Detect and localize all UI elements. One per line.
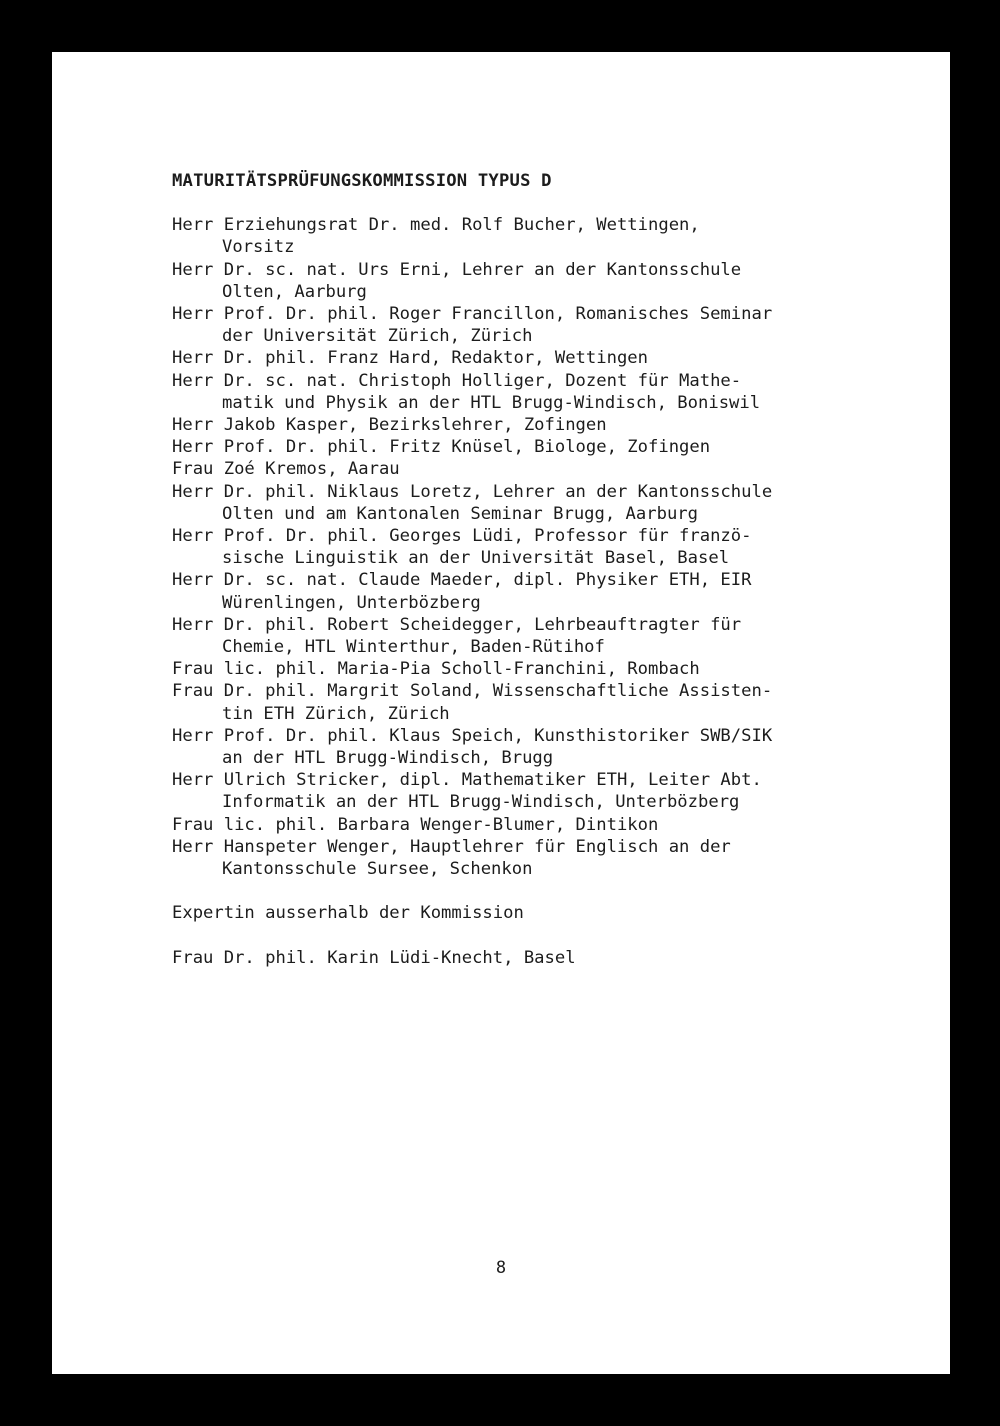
member-line-1: Herr Prof. Dr. phil. Klaus Speich, Kunsthistoriker SWB/SIK <box>172 725 773 746</box>
member-line-1: Herr Dr. sc. nat. Urs Erni, Lehrer an der Kantonsschule <box>172 259 742 280</box>
member-entry <box>172 259 932 303</box>
member-entry <box>172 370 932 414</box>
member-entry <box>172 525 932 569</box>
member-line-2: sische Linguistik an der Universität Basel, Basel <box>222 548 730 569</box>
expert-entry: Frau Dr. phil. Karin Lüdi-Knecht, Basel <box>172 947 576 968</box>
expert-heading: Expertin ausserhalb der Kommission <box>172 903 524 924</box>
member-line-2: Chemie, HTL Winterthur, Baden-Rütihof <box>222 637 605 658</box>
member-entry <box>172 214 932 258</box>
member-entry <box>172 725 932 769</box>
member-entry <box>172 481 932 525</box>
document-page <box>52 52 950 1374</box>
member-line-1: Herr Dr. phil. Niklaus Loretz, Lehrer an der Kantonsschule <box>172 481 773 502</box>
member-entry <box>172 658 932 680</box>
member-line-2: Olten und am Kantonalen Seminar Brugg, Aarburg <box>222 503 698 524</box>
member-list <box>172 214 932 880</box>
page-title: MATURITÄTSPRÜFUNGSKOMMISSION TYPUS D <box>172 171 552 191</box>
member-line-1: Herr Prof. Dr. phil. Roger Francillon, Romanisches Seminar <box>172 304 773 325</box>
member-line-1: Frau Zoé Kremos, Aarau <box>172 459 400 480</box>
page-content <box>172 170 932 969</box>
member-line-2: Vorsitz <box>222 237 295 258</box>
member-line-2: tin ETH Zürich, Zürich <box>222 703 450 724</box>
member-line-1: Herr Prof. Dr. phil. Fritz Knüsel, Biologe, Zofingen <box>172 437 711 458</box>
member-line-1: Herr Erziehungsrat Dr. med. Rolf Bucher, Wettingen, <box>172 215 700 236</box>
member-line-2: an der HTL Brugg-Windisch, Brugg <box>222 748 554 769</box>
member-entry <box>172 458 932 480</box>
member-entry <box>172 436 932 458</box>
member-entry <box>172 836 932 880</box>
member-line-2: der Universität Zürich, Zürich <box>222 326 533 347</box>
member-entry <box>172 680 932 724</box>
member-line-1: Frau lic. phil. Barbara Wenger-Blumer, Dintikon <box>172 814 659 835</box>
member-entry <box>172 303 932 347</box>
member-line-2: Informatik an der HTL Brugg-Windisch, Unterbözberg <box>222 792 740 813</box>
member-line-2: matik und Physik an der HTL Brugg-Windisch, Boniswil <box>222 392 761 413</box>
member-line-1: Herr Ulrich Stricker, dipl. Mathematiker ETH, Leiter Abt. <box>172 770 762 791</box>
member-line-2: Würenlingen, Unterbözberg <box>222 592 481 613</box>
member-line-1: Frau lic. phil. Maria-Pia Scholl-Franchini, Rombach <box>172 659 700 680</box>
member-line-1: Herr Jakob Kasper, Bezirkslehrer, Zofingen <box>172 415 607 436</box>
member-line-1: Herr Hanspeter Wenger, Hauptlehrer für Englisch an der <box>172 836 731 857</box>
member-entry <box>172 569 932 613</box>
member-entry <box>172 414 932 436</box>
member-line-1: Frau Dr. phil. Margrit Soland, Wissenschaftliche Assisten- <box>172 681 773 702</box>
member-line-1: Herr Prof. Dr. phil. Georges Lüdi, Professor für franzö- <box>172 526 752 547</box>
member-line-1: Herr Dr. sc. nat. Christoph Holliger, Dozent für Mathe- <box>172 370 742 391</box>
page-number: 8 <box>495 1258 507 1278</box>
member-line-1: Herr Dr. phil. Franz Hard, Redaktor, Wettingen <box>172 348 648 369</box>
member-line-1: Herr Dr. sc. nat. Claude Maeder, dipl. Physiker ETH, EIR <box>172 570 752 591</box>
member-entry <box>172 347 932 369</box>
member-entry <box>172 814 932 836</box>
member-line-2: Kantonsschule Sursee, Schenkon <box>222 859 533 880</box>
member-entry <box>172 769 932 813</box>
member-line-1: Herr Dr. phil. Robert Scheidegger, Lehrbeauftragter für <box>172 614 742 635</box>
member-line-2: Olten, Aarburg <box>222 281 367 302</box>
member-entry <box>172 614 932 658</box>
